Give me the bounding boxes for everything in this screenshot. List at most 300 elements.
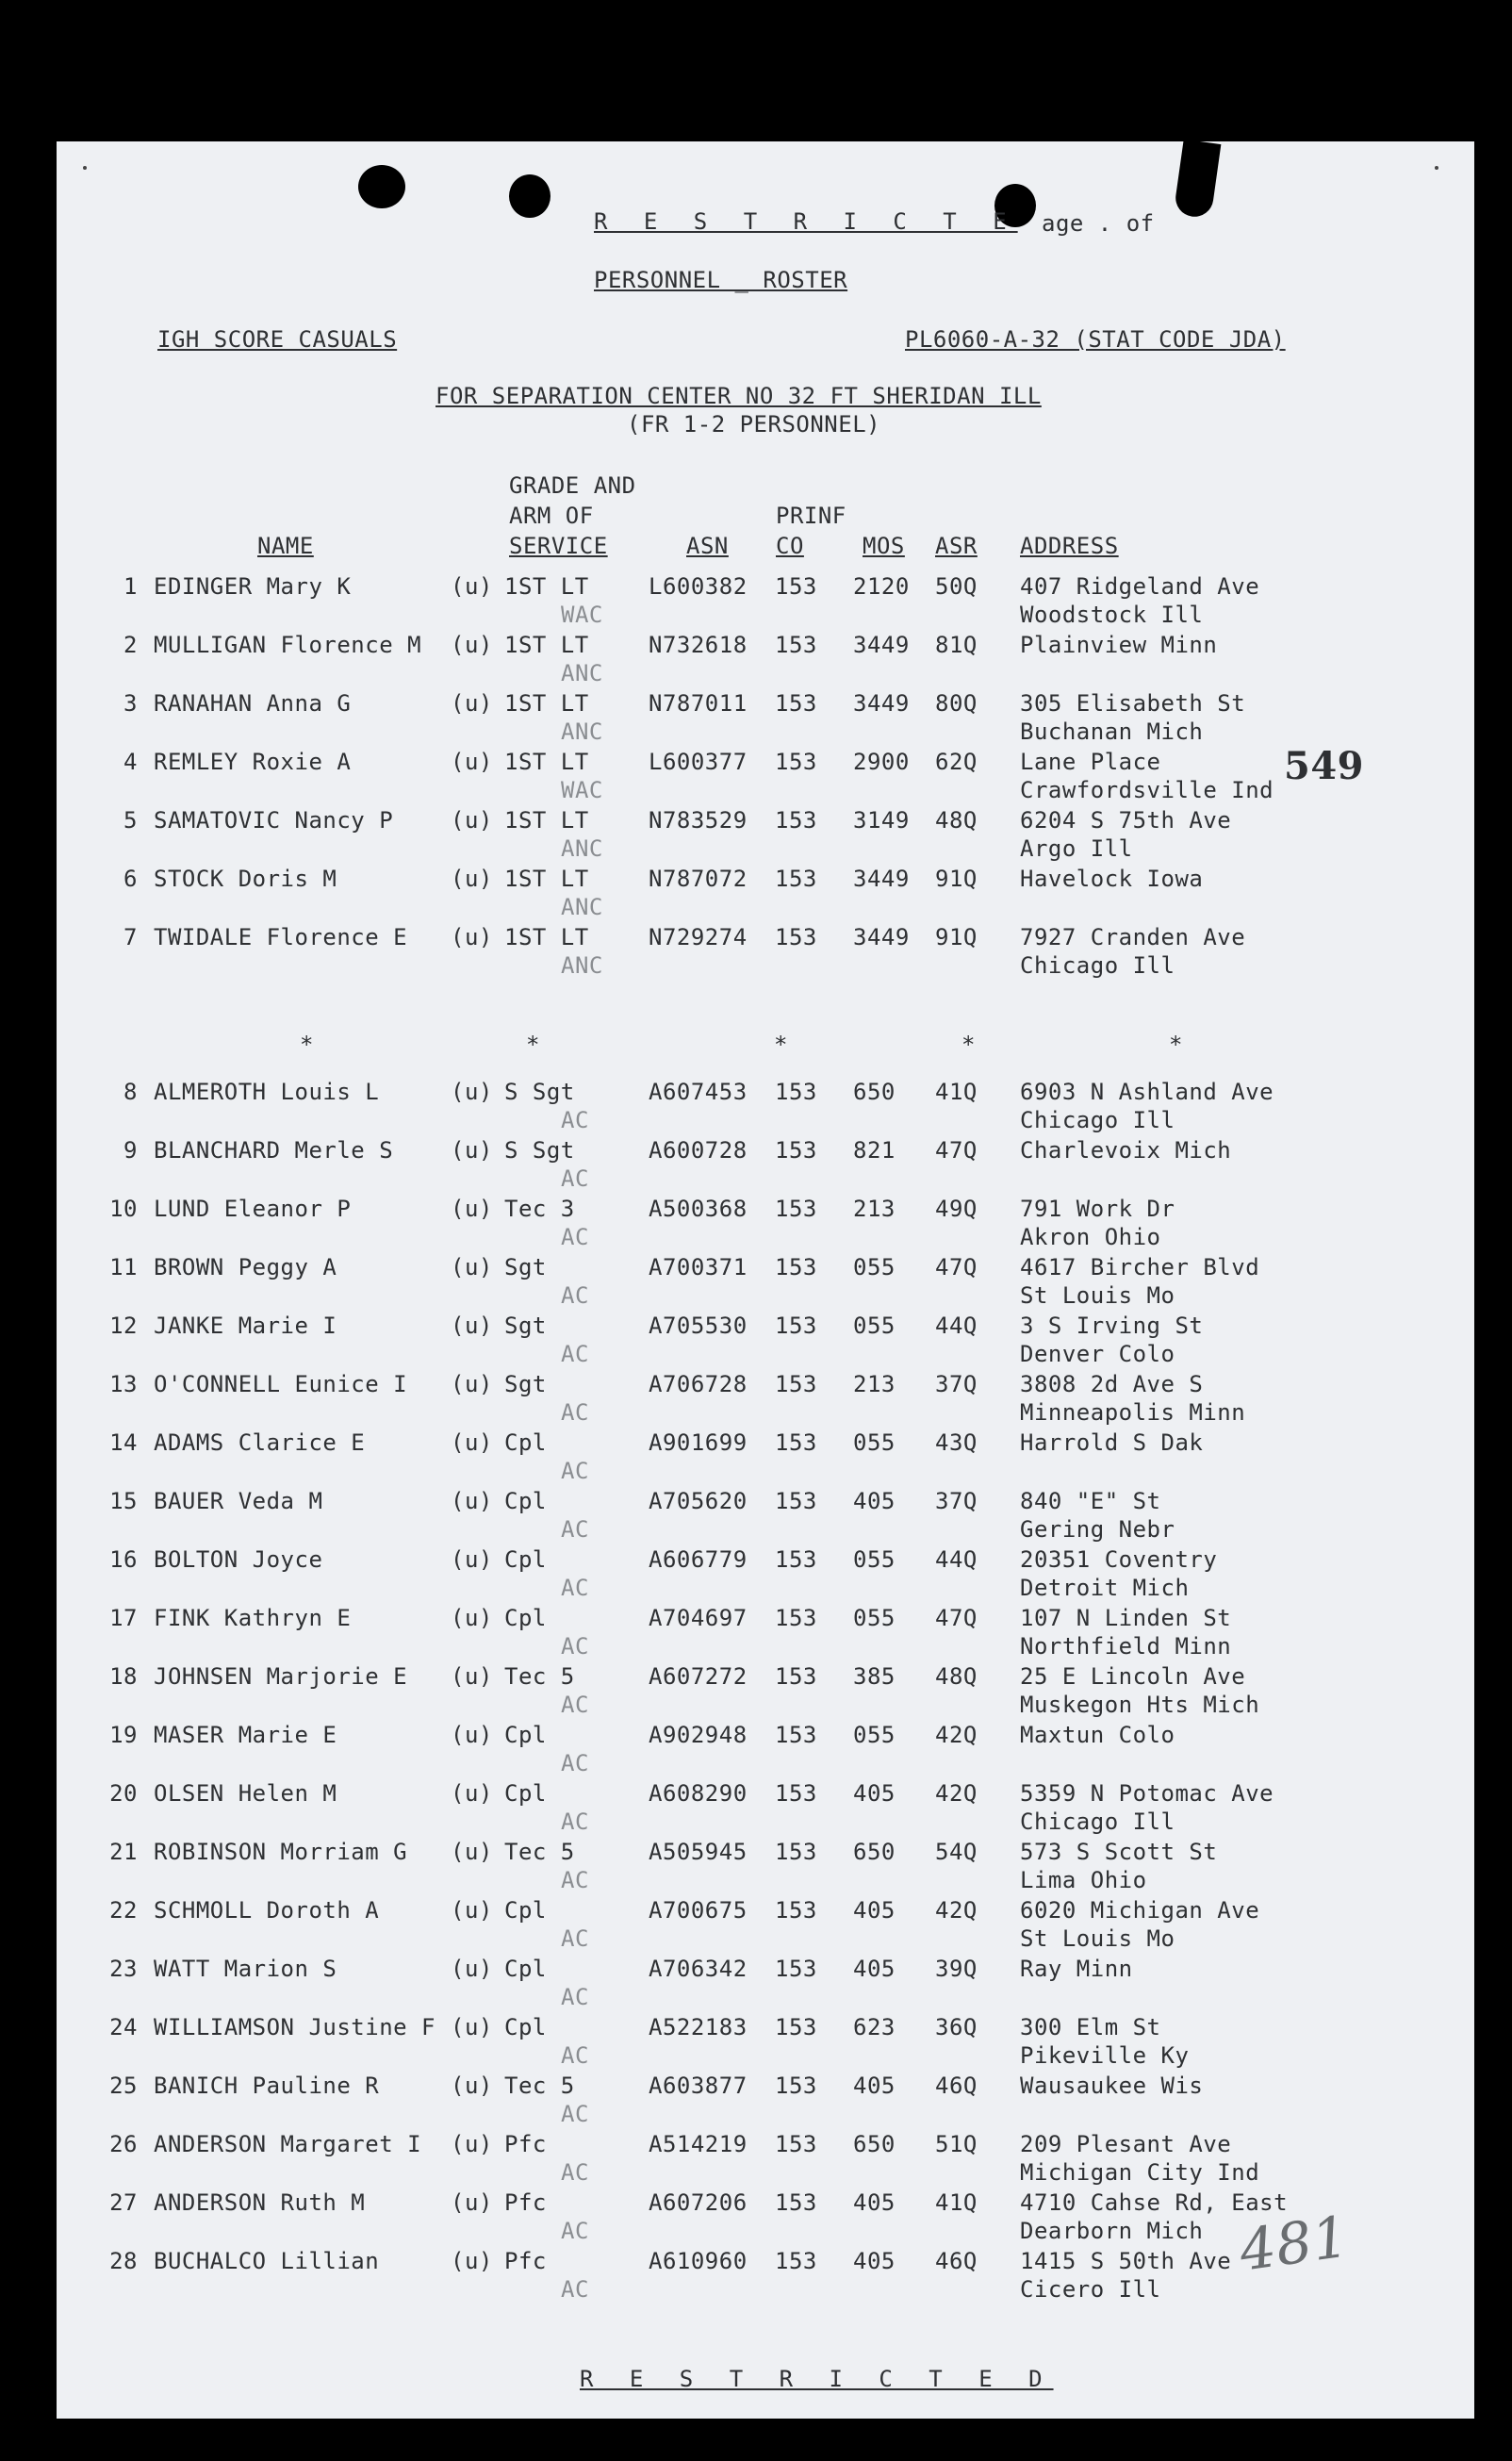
table-row (57, 1312, 1474, 1370)
row-grade: 1ST LT (504, 573, 589, 600)
pin-mark-left (83, 166, 87, 170)
table-row (57, 1545, 1474, 1604)
row-number: 22 (109, 1897, 138, 1924)
row-arm-of-service: WAC (561, 602, 603, 628)
row-name: RANAHAN Anna G (154, 690, 352, 717)
row-mos: 650 (853, 1079, 896, 1105)
col-header-grade-1: GRADE AND (509, 472, 636, 499)
row-name: LUND Eleanor P (154, 1196, 352, 1222)
row-address-line-1: 300 Elm St (1020, 2014, 1161, 2040)
row-asr: 62Q (935, 749, 978, 775)
row-address-line-2: Buchanan Mich (1020, 718, 1204, 745)
pin-mark-right (1435, 166, 1438, 170)
row-address-line-1: 4710 Cahse Rd, East (1020, 2189, 1289, 2216)
row-address-line-1: Maxtun Colo (1020, 1722, 1175, 1748)
row-address-line-2: Gering Nebr (1020, 1516, 1175, 1543)
row-address-line-2: Cicero Ill (1020, 2276, 1161, 2303)
row-address-line-1: Ray Minn (1020, 1956, 1133, 1982)
row-arm-of-service: AC (561, 2218, 589, 2244)
row-address-line-2: Akron Ohio (1020, 1224, 1161, 1250)
row-name: JANKE Marie I (154, 1313, 337, 1339)
row-prinf-co: 153 (775, 1371, 817, 1397)
row-asn: A522183 (649, 2014, 748, 2040)
row-address-line-2: Pikeville Ky (1020, 2042, 1190, 2069)
restricted-stamp-bottom: R E S T R I C T E D (580, 2366, 1054, 2392)
row-grade: 1ST LT (504, 690, 589, 717)
row-arm-of-service: AC (561, 1984, 589, 2010)
row-prinf-co: 153 (775, 749, 817, 775)
row-prinf-co: 153 (775, 1196, 817, 1222)
row-asr: 47Q (935, 1254, 978, 1280)
row-grade: 1ST LT (504, 632, 589, 658)
row-unknown-marker: (u) (451, 749, 493, 775)
table-row (57, 2013, 1474, 2072)
table-row (57, 923, 1474, 982)
table-row (57, 1955, 1474, 2013)
row-asn: A705530 (649, 1313, 748, 1339)
col-header-grade-2: ARM OF (509, 503, 594, 529)
row-prinf-co: 153 (775, 2073, 817, 2099)
row-number: 14 (109, 1429, 138, 1456)
row-prinf-co: 153 (775, 2189, 817, 2216)
row-address-line-2: St Louis Mo (1020, 1925, 1175, 1952)
row-grade: Cpl (504, 1780, 547, 1807)
row-asn: A500368 (649, 1196, 748, 1222)
row-name: WILLIAMSON Justine F (154, 2014, 436, 2040)
row-unknown-marker: (u) (451, 1313, 493, 1339)
row-asr: 42Q (935, 1722, 978, 1748)
row-asr: 48Q (935, 807, 978, 834)
row-mos: 405 (853, 1956, 896, 1982)
row-address-line-1: 4617 Bircher Blvd (1020, 1254, 1260, 1280)
row-name: BOLTON Joyce (154, 1546, 323, 1573)
row-arm-of-service: AC (561, 2042, 589, 2069)
row-number: 25 (109, 2073, 138, 2099)
table-row (57, 1195, 1474, 1253)
row-mos: 405 (853, 1488, 896, 1514)
table-row (57, 631, 1474, 689)
row-arm-of-service: AC (561, 1867, 589, 1893)
row-unknown-marker: (u) (451, 1722, 493, 1748)
row-arm-of-service: AC (561, 1809, 589, 1835)
row-address-line-1: 573 S Scott St (1020, 1839, 1218, 1865)
punch-hole-center (509, 174, 551, 218)
row-unknown-marker: (u) (451, 1956, 493, 1982)
row-asn: A608290 (649, 1780, 748, 1807)
row-arm-of-service: AC (561, 2159, 589, 2186)
row-mos: 3449 (853, 690, 910, 717)
row-asr: 37Q (935, 1371, 978, 1397)
row-address-line-1: Harrold S Dak (1020, 1429, 1204, 1456)
row-mos: 055 (853, 1254, 896, 1280)
row-mos: 405 (853, 1780, 896, 1807)
row-asn: A607453 (649, 1079, 748, 1105)
row-name: FINK Kathryn E (154, 1605, 352, 1631)
row-number: 5 (123, 807, 138, 834)
row-asr: 49Q (935, 1196, 978, 1222)
row-asr: 46Q (935, 2248, 978, 2274)
row-address-line-1: 25 E Lincoln Ave (1020, 1663, 1246, 1690)
row-grade: Pfc (504, 2189, 547, 2216)
row-number: 27 (109, 2189, 138, 2216)
row-grade: 1ST LT (504, 749, 589, 775)
row-grade: Cpl (504, 1605, 547, 1631)
row-arm-of-service: AC (561, 1925, 589, 1952)
col-header-asr: ASR (935, 533, 978, 559)
row-unknown-marker: (u) (451, 690, 493, 717)
row-arm-of-service: AC (561, 1458, 589, 1484)
row-arm-of-service: AC (561, 1282, 589, 1309)
col-header-prinf: PRINF (776, 503, 846, 529)
row-unknown-marker: (u) (451, 1663, 493, 1690)
row-address-line-1: 3808 2d Ave S (1020, 1371, 1204, 1397)
row-number: 10 (109, 1196, 138, 1222)
row-unknown-marker: (u) (451, 1605, 493, 1631)
row-mos: 055 (853, 1429, 896, 1456)
row-address-line-2: Argo Ill (1020, 835, 1133, 862)
row-address-line-1: Lane Place (1020, 749, 1161, 775)
row-asn: A606779 (649, 1546, 748, 1573)
row-asr: 91Q (935, 924, 978, 950)
row-mos: 405 (853, 2248, 896, 2274)
row-asn: A705620 (649, 1488, 748, 1514)
row-grade: Sgt (504, 1313, 547, 1339)
row-asr: 81Q (935, 632, 978, 658)
row-address-line-2: St Louis Mo (1020, 1282, 1175, 1309)
row-prinf-co: 153 (775, 1137, 817, 1164)
row-name: ALMEROTH Louis L (154, 1079, 380, 1105)
row-prinf-co: 153 (775, 1254, 817, 1280)
row-mos: 3149 (853, 807, 910, 834)
row-number: 2 (123, 632, 138, 658)
row-number: 1 (123, 573, 138, 600)
row-asr: 47Q (935, 1137, 978, 1164)
row-mos: 623 (853, 2014, 896, 2040)
row-arm-of-service: AC (561, 1341, 589, 1367)
row-address-line-2: Northfield Minn (1020, 1633, 1232, 1660)
row-number: 13 (109, 1371, 138, 1397)
row-asr: 80Q (935, 690, 978, 717)
row-unknown-marker: (u) (451, 1897, 493, 1924)
row-number: 7 (123, 924, 138, 950)
row-grade: Cpl (504, 1956, 547, 1982)
row-name: BLANCHARD Merle S (154, 1137, 394, 1164)
row-arm-of-service: ANC (561, 952, 603, 979)
row-name: ADAMS Clarice E (154, 1429, 366, 1456)
row-number: 16 (109, 1546, 138, 1573)
row-prinf-co: 153 (775, 1897, 817, 1924)
row-prinf-co: 153 (775, 1663, 817, 1690)
row-arm-of-service: WAC (561, 777, 603, 803)
row-unknown-marker: (u) (451, 924, 493, 950)
row-asr: 41Q (935, 2189, 978, 2216)
row-asr: 44Q (935, 1313, 978, 1339)
row-number: 8 (123, 1079, 138, 1105)
row-name: BROWN Peggy A (154, 1254, 337, 1280)
row-unknown-marker: (u) (451, 1839, 493, 1865)
row-arm-of-service: AC (561, 1399, 589, 1426)
row-asr: 42Q (935, 1897, 978, 1924)
table-row (57, 1779, 1474, 1838)
row-unknown-marker: (u) (451, 1196, 493, 1222)
row-name: BANICH Pauline R (154, 2073, 380, 2099)
row-number: 12 (109, 1313, 138, 1339)
row-asn: N787011 (649, 690, 748, 717)
row-unknown-marker: (u) (451, 1429, 493, 1456)
row-arm-of-service: ANC (561, 894, 603, 920)
row-address-line-2: Detroit Mich (1020, 1575, 1190, 1601)
row-mos: 055 (853, 1605, 896, 1631)
col-header-grade-3: SERVICE (509, 533, 608, 559)
row-unknown-marker: (u) (451, 1079, 493, 1105)
row-address-line-1: Havelock Iowa (1020, 866, 1204, 892)
row-asr: 41Q (935, 1079, 978, 1105)
row-prinf-co: 153 (775, 1722, 817, 1748)
row-prinf-co: 153 (775, 2014, 817, 2040)
row-prinf-co: 153 (775, 1956, 817, 1982)
personnel-subtitle: (FR 1-2 PERSONNEL) (627, 411, 881, 438)
row-asr: 36Q (935, 2014, 978, 2040)
row-address-line-1: 1415 S 50th Ave (1020, 2248, 1232, 2274)
row-unknown-marker: (u) (451, 1546, 493, 1573)
row-name: WATT Marion S (154, 1956, 337, 1982)
row-number: 3 (123, 690, 138, 717)
row-asn: N787072 (649, 866, 748, 892)
row-number: 26 (109, 2131, 138, 2157)
row-asr: 47Q (935, 1605, 978, 1631)
row-name: JOHNSEN Marjorie E (154, 1663, 408, 1690)
row-prinf-co: 153 (775, 1488, 817, 1514)
row-asr: 43Q (935, 1429, 978, 1456)
row-address-line-1: 20351 Coventry (1020, 1546, 1218, 1573)
row-asn: A704697 (649, 1605, 748, 1631)
row-number: 11 (109, 1254, 138, 1280)
left-heading: IGH SCORE CASUALS (157, 326, 398, 353)
table-row (57, 2072, 1474, 2130)
row-asn: L600382 (649, 573, 748, 600)
row-arm-of-service: AC (561, 1575, 589, 1601)
row-grade: Tec 5 (504, 2073, 575, 2099)
row-grade: Cpl (504, 1722, 547, 1748)
row-address-line-2: Muskegon Hts Mich (1020, 1692, 1260, 1718)
row-mos: 405 (853, 2189, 896, 2216)
row-number: 19 (109, 1722, 138, 1748)
row-unknown-marker: (u) (451, 2014, 493, 2040)
row-prinf-co: 153 (775, 1079, 817, 1105)
row-address-line-2: Chicago Ill (1020, 952, 1175, 979)
row-prinf-co: 153 (775, 866, 817, 892)
row-grade: Cpl (504, 1488, 547, 1514)
row-unknown-marker: (u) (451, 1780, 493, 1807)
table-row (57, 1896, 1474, 1955)
row-unknown-marker: (u) (451, 807, 493, 834)
row-mos: 405 (853, 2073, 896, 2099)
row-asn: A505945 (649, 1839, 748, 1865)
table-row (57, 744, 1474, 806)
row-asn: A700675 (649, 1897, 748, 1924)
row-grade: 1ST LT (504, 807, 589, 834)
row-number: 24 (109, 2014, 138, 2040)
row-number: 23 (109, 1956, 138, 1982)
row-grade: Pfc (504, 2131, 547, 2157)
row-prinf-co: 153 (775, 924, 817, 950)
row-mos: 2900 (853, 749, 910, 775)
row-name: SCHMOLL Doroth A (154, 1897, 380, 1924)
row-mos: 055 (853, 1722, 896, 1748)
table-row (57, 1662, 1474, 1721)
row-address-line-2: Woodstock Ill (1020, 602, 1204, 628)
row-asr: 44Q (935, 1546, 978, 1573)
row-mos: 3449 (853, 924, 910, 950)
row-asn: N783529 (649, 807, 748, 834)
row-asr: 46Q (935, 2073, 978, 2099)
row-address-line-2: Chicago Ill (1020, 1809, 1175, 1835)
row-asr: 39Q (935, 1956, 978, 1982)
row-address-line-1: 107 N Linden St (1020, 1605, 1232, 1631)
row-asr: 37Q (935, 1488, 978, 1514)
row-asr: 54Q (935, 1839, 978, 1865)
row-unknown-marker: (u) (451, 866, 493, 892)
row-grade: Tec 5 (504, 1839, 575, 1865)
row-address-line-1: 791 Work Dr (1020, 1196, 1175, 1222)
row-mos: 821 (853, 1137, 896, 1164)
row-grade: 1ST LT (504, 866, 589, 892)
row-asn: N732618 (649, 632, 748, 658)
row-unknown-marker: (u) (451, 2248, 493, 2274)
row-address-line-1: Plainview Minn (1020, 632, 1218, 658)
row-grade: Cpl (504, 1546, 547, 1573)
row-address-line-1: 6020 Michigan Ave (1020, 1897, 1260, 1924)
row-asr: 50Q (935, 573, 978, 600)
restricted-stamp-top: R E S T R I C T E (594, 208, 1018, 235)
row-number: 21 (109, 1839, 138, 1865)
row-prinf-co: 153 (775, 1429, 817, 1456)
row-asr: 48Q (935, 1663, 978, 1690)
row-address-line-2: Michigan City Ind (1020, 2159, 1260, 2186)
separator-star: * (300, 1032, 314, 1058)
row-address-line-1: 3 S Irving St (1020, 1313, 1204, 1339)
table-row (57, 1370, 1474, 1429)
row-asn: A901699 (649, 1429, 748, 1456)
row-grade: Sgt (504, 1371, 547, 1397)
row-arm-of-service: AC (561, 1692, 589, 1718)
row-mos: 2120 (853, 573, 910, 600)
row-number: 28 (109, 2248, 138, 2274)
row-address-line-1: 5359 N Potomac Ave (1020, 1780, 1274, 1807)
table-row (57, 806, 1474, 865)
row-grade: Tec 3 (504, 1196, 575, 1222)
row-mos: 405 (853, 1897, 896, 1924)
row-asn: A610960 (649, 2248, 748, 2274)
row-prinf-co: 153 (775, 1546, 817, 1573)
row-mos: 213 (853, 1196, 896, 1222)
row-arm-of-service: ANC (561, 835, 603, 862)
row-address-line-1: 305 Elisabeth St (1020, 690, 1246, 717)
row-unknown-marker: (u) (451, 1137, 493, 1164)
row-unknown-marker: (u) (451, 2131, 493, 2157)
row-address-line-2: Chicago Ill (1020, 1107, 1175, 1133)
table-row (57, 689, 1474, 748)
row-number: 18 (109, 1663, 138, 1690)
table-row (57, 1136, 1474, 1195)
table-row (57, 1721, 1474, 1779)
row-name: REMLEY Roxie A (154, 749, 352, 775)
row-mos: 3449 (853, 632, 910, 658)
row-asn: A706728 (649, 1371, 748, 1397)
row-name: BUCHALCO Lillian (154, 2248, 380, 2274)
row-number: 6 (123, 866, 138, 892)
row-number: 4 (123, 749, 138, 775)
row-asn: A706342 (649, 1956, 748, 1982)
row-address-line-1: Wausaukee Wis (1020, 2073, 1204, 2099)
row-grade: S Sgt (504, 1079, 575, 1105)
row-arm-of-service: AC (561, 1107, 589, 1133)
roster-title: PERSONNEL _ ROSTER (594, 267, 848, 293)
row-grade: Sgt (504, 1254, 547, 1280)
row-unknown-marker: (u) (451, 1371, 493, 1397)
row-grade: S Sgt (504, 1137, 575, 1164)
row-prinf-co: 153 (775, 1313, 817, 1339)
row-asn: N729274 (649, 924, 748, 950)
col-header-mos: MOS (863, 533, 905, 559)
row-address-line-2: Dearborn Mich (1020, 2218, 1204, 2244)
row-arm-of-service: AC (561, 1165, 589, 1192)
row-grade: Tec 5 (504, 1663, 575, 1690)
row-prinf-co: 153 (775, 807, 817, 834)
row-prinf-co: 153 (775, 690, 817, 717)
table-row (57, 1253, 1474, 1312)
row-asn: A600728 (649, 1137, 748, 1164)
separation-center-subtitle: FOR SEPARATION CENTER NO 32 FT SHERIDAN ILL (436, 383, 1042, 409)
row-grade: Cpl (504, 1429, 547, 1456)
row-address-line-2: Denver Colo (1020, 1341, 1175, 1367)
row-prinf-co: 153 (775, 1780, 817, 1807)
row-grade: Pfc (504, 2248, 547, 2274)
row-name: MULLIGAN Florence M (154, 632, 422, 658)
row-name: SAMATOVIC Nancy P (154, 807, 394, 834)
row-arm-of-service: ANC (561, 718, 603, 745)
row-address-line-1: 7927 Cranden Ave (1020, 924, 1246, 950)
row-mos: 055 (853, 1313, 896, 1339)
separator-star: * (961, 1032, 976, 1058)
row-arm-of-service: AC (561, 1750, 589, 1776)
row-prinf-co: 153 (775, 573, 817, 600)
row-mos: 055 (853, 1546, 896, 1573)
col-header-name: NAME (257, 533, 314, 559)
row-mos: 213 (853, 1371, 896, 1397)
table-row (57, 865, 1474, 923)
col-header-asn: ASN (686, 533, 729, 559)
row-grade: 1ST LT (504, 924, 589, 950)
row-name: O'CONNELL Eunice I (154, 1371, 408, 1397)
row-mos: 650 (853, 2131, 896, 2157)
roster-page (57, 141, 1474, 2419)
row-address-line-1: 840 "E" St (1020, 1488, 1161, 1514)
col-header-address: ADDRESS (1020, 533, 1119, 559)
row-address-line-2: Lima Ohio (1020, 1867, 1147, 1893)
row-asn: A700371 (649, 1254, 748, 1280)
row-prinf-co: 153 (775, 1605, 817, 1631)
row-address-line-2: Crawfordsville Ind (1020, 777, 1274, 803)
page-number-label: age . of (1042, 210, 1155, 237)
table-row (57, 2130, 1474, 2188)
row-arm-of-service: AC (561, 1633, 589, 1660)
row-prinf-co: 153 (775, 1839, 817, 1865)
row-unknown-marker: (u) (451, 632, 493, 658)
row-prinf-co: 153 (775, 2131, 817, 2157)
row-asn: L600377 (649, 749, 748, 775)
row-asr: 42Q (935, 1780, 978, 1807)
